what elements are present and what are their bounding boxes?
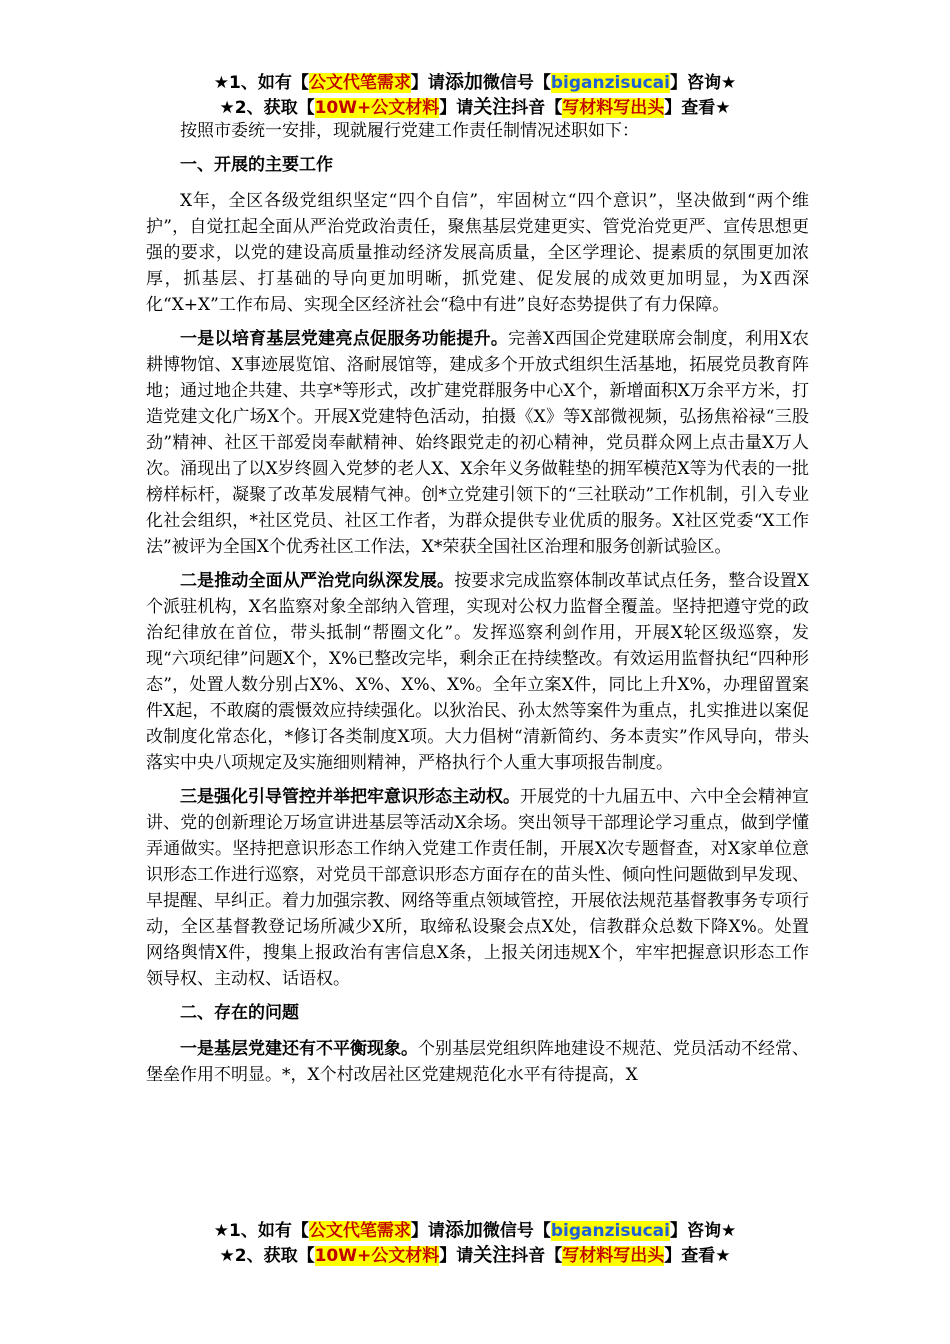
section-heading-2: 二、存在的问题 — [180, 1003, 299, 1023]
banner-text: 】请 — [439, 98, 474, 118]
paragraph-3 — [146, 568, 809, 776]
banner-text: ★1、如有【 — [213, 1221, 309, 1241]
paragraph-2-text: 完善X西国企党建联席会制度，利用X农耕博物馆、X事迹展览馆、洛耐展馆等，建成多个开放式组织生活基地，拓展党员教育阵地；通过地企共建、共享*等形式，改扩建党群服务中心X个，新增面积X万余平方米，打造党建文化广场X个。开展X党建特色活动，拍摄《X》等X部微视频，弘扬焦裕禄“三股劲”精神、社区干部爱岗奉献精神、始终跟党走的初心精神，党员群众网上点击量X万人次。涌现出了以X岁终圆入党梦的老人X、X余年义务做鞋垫的拥军模范X等为代表的一批榜样标杆，凝聚了改革发展精气神。创*立党建引领下的“三社联动”工作机制，引入专业化社会组织，*社区党员、社区工作者，为群众提供专业优质的服务。X社区党委“X工作法”被评为全国X个优秀社区工作法，X*荣获全国社区治理和服务创新试验区。 — [146, 329, 809, 557]
banner-emphasis: 关注 — [473, 96, 512, 118]
banner-highlight: 写材料写出头 — [562, 98, 665, 118]
banner-wechat-id: biganzisucai — [550, 73, 670, 93]
banner-text: 】咨询★ — [669, 73, 737, 93]
banner-text: 】请 — [410, 1221, 445, 1241]
banner-emphasis: 关注 — [473, 1244, 512, 1266]
paragraph-1: X年，全区各级党组织坚定“四个自信”，牢固树立“四个意识”，坚决做到“两个维护”，自觉扛起全面从严治党政治责任，聚焦基层党建更实、管党治党更严、宣传思想更强的要求，以党的建设高质量推动经济发展高质量，全区学理论、提素质的氛围更加浓厚，抓基层、打基础的导向更加明晰，抓党建、促发展的成效更加明显，为X西深化“X+X”工作布局、实现全区经济社会“稳中有进”良好态势提供了有力保障。 — [146, 191, 809, 315]
banner-emphasis: 添加 — [444, 71, 483, 93]
banner-text: 微信号【 — [482, 1221, 551, 1241]
paragraph-5-text: 个别基层党组织阵地建设不规范、党员活动不经常、堡垒作用不明显。*，X个村改居社区党建规范化水平有待提高，X — [146, 1039, 809, 1085]
banner-text: ★2、获取【 — [219, 98, 315, 118]
banner-emphasis: 添加 — [444, 1219, 483, 1241]
paragraph-2-lead: 一是以培育基层党建亮点促服务功能提升。 — [180, 329, 509, 349]
paragraph-2 — [146, 326, 809, 560]
paragraph-4 — [146, 784, 809, 992]
top-banner-line-1 — [0, 70, 950, 96]
banner-highlight: 公文代笔需求 — [308, 1221, 411, 1241]
bottom-banner-line-2 — [0, 1243, 950, 1269]
paragraph-3-lead: 二是推动全面从严治党向纵深发展。 — [180, 571, 455, 591]
banner-text: 】查看★ — [664, 98, 731, 118]
paragraph-3-text: 按要求完成监察体制改革试点任务，整合设置X个派驻机构，X名监察对象全部纳入管理，实现对公权力监督全覆盖。坚持把遵守党的政治纪律放在首位，带头抵制“帮圈文化”。发挥巡察利剑作用，开展X轮区级巡察，发现“六项纪律”问题X个，X%已整改完毕，剩余正在持续整改。有效运用监督执纪“四种形态”，处置人数分别占X%、X%、X%、X%。全年立案X件，同比上升X%，办理留置案件X起，不敢腐的震慑效应持续强化。以狄治民、孙太然等案件为重点，扎实推进以案促改制度化常态化，*修订各类制度X项。大力倡树“清新简约、务本责实”作风导向，带头落实中央八项规定及实施细则精神，严格执行个人重大事项报告制度。 — [146, 571, 810, 773]
banner-text: 】查看★ — [664, 1246, 731, 1266]
paragraph-5-lead: 一是基层党建还有不平衡现象。 — [180, 1039, 418, 1059]
banner-highlight: 10W+公文材料 — [314, 1246, 440, 1266]
banner-text: ★2、获取【 — [219, 1246, 315, 1266]
banner-text: ★1、如有【 — [213, 73, 309, 93]
banner-text: 】请 — [410, 73, 445, 93]
banner-highlight: 公文代笔需求 — [308, 73, 411, 93]
paragraph-4-text: 开展党的十九届五中、六中全会精神宣讲、党的创新理论万场宣讲进基层等活动X余场。突出领导干部理论学习重点，做到学懂弄通做实。坚持把意识形态工作纳入党建工作责任制，开展X次专题督查，对X家单位意识形态工作进行巡察，对党员干部意识形态方面存在的苗头性、倾向性问题做到早发现、早提醒、早纠正。着力加强宗教、网络等重点领域管控，开展依法规范基督教事务专项行动，全区基督教登记场所减少X所，取缔私设聚会点X处，信教群众总数下降X%。处置网络舆情X件，搜集上报政治有害信息X条，上报关闭违规X个，牢牢把握意识形态工作领导权、主动权、话语权。 — [146, 787, 809, 989]
banner-text: 】请 — [439, 1246, 474, 1266]
banner-wechat-id: biganzisucai — [550, 1221, 670, 1241]
section-heading-1: 一、开展的主要工作 — [180, 155, 333, 175]
banner-text: 微信号【 — [482, 73, 551, 93]
banner-text: 抖音【 — [511, 98, 563, 118]
intro-paragraph: 按照市委统一安排，现就履行党建工作责任制情况述职如下： — [180, 121, 639, 141]
banner-highlight: 写材料写出头 — [562, 1246, 665, 1266]
bottom-banner-line-1 — [0, 1218, 950, 1244]
document-body — [146, 118, 809, 1096]
banner-text: 抖音【 — [511, 1246, 563, 1266]
paragraph-5 — [146, 1036, 809, 1088]
banner-highlight: 10W+公文材料 — [314, 98, 440, 118]
paragraph-4-lead: 三是强化引导管控并举把牢意识形态主动权。 — [180, 787, 520, 807]
banner-text: 】咨询★ — [669, 1221, 737, 1241]
